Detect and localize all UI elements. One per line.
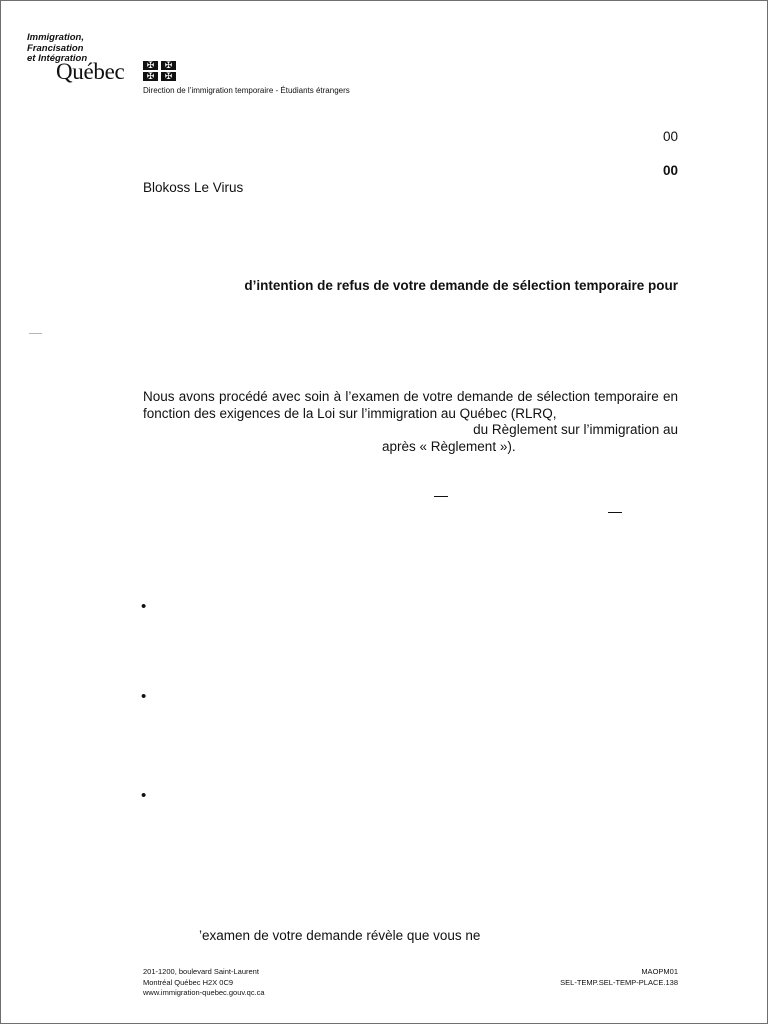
template-code: SEL-TEMP.SEL-TEMP-PLACE.138 xyxy=(560,977,678,987)
letter-reference: 00 xyxy=(662,163,678,178)
footer-codes xyxy=(560,967,678,988)
intro-paragraph xyxy=(143,389,678,455)
examination-sentence: ’examen de votre demande révèle que vous ne xyxy=(199,928,481,943)
footer-address xyxy=(143,967,265,999)
bullet-point: • xyxy=(141,688,147,705)
footer-address-line: Montréal Québec H2X 0C9 xyxy=(143,977,234,987)
fleur-de-lis-flag-icon: ✠ ✠ ✠ ✠ xyxy=(143,61,177,81)
paragraph-line-3: du Règlement sur l’immigration au xyxy=(473,422,678,437)
org-line-2: Francisation xyxy=(27,43,84,54)
footer-address-line: 201-1200, boulevard Saint-Laurent xyxy=(143,967,259,976)
direction-name: Direction de l’immigration temporaire - Étudiants étrangers xyxy=(143,86,350,95)
letter-subject: d’intention de refus de votre demande de sélection temporaire pour xyxy=(244,278,678,293)
org-line-1: Immigration, xyxy=(27,32,85,43)
footer-website-link[interactable]: www.immigration-quebec.gouv.qc.ca xyxy=(143,988,265,997)
paragraph-line-1: Nous avons procédé avec soin à l’examen de votre demande de sélection temporaire en xyxy=(143,389,678,404)
bullet-point: • xyxy=(141,787,147,804)
bullet-point: • xyxy=(141,598,147,615)
org-line-3: et Intégration xyxy=(27,53,88,64)
recipient-name: Blokoss Le Virus xyxy=(143,180,244,195)
margin-mark xyxy=(29,333,42,334)
em-dash-mark xyxy=(608,512,622,513)
form-code: MAOPM01 xyxy=(641,967,678,976)
letter-date: 00 xyxy=(662,129,678,144)
paragraph-line-4: après « Règlement »). xyxy=(382,438,516,454)
paragraph-line-2: fonction des exigences de la Loi sur l’immigration au Québec (RLRQ, xyxy=(143,405,557,421)
quebec-wordmark: Québec xyxy=(56,59,125,84)
em-dash-mark xyxy=(434,496,448,497)
